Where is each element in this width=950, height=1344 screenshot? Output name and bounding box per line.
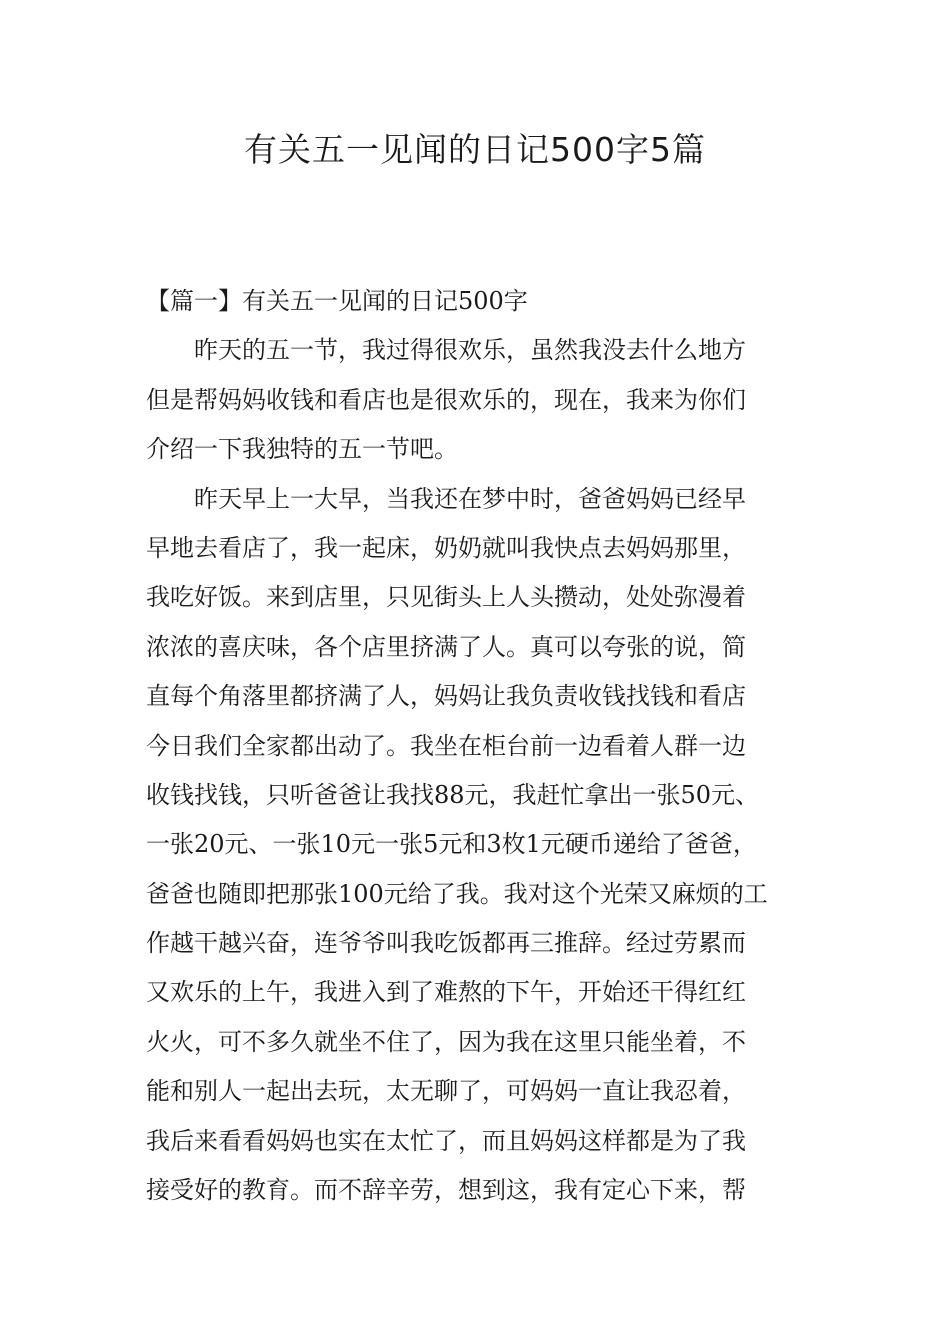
text-line: 浓浓的喜庆味，各个店里挤满了人。真可以夸张的说，简 (146, 632, 746, 661)
text-line: 早地去看店了，我一起床，奶奶就叫我快点去妈妈那里， (146, 533, 746, 562)
document-title: 有关五一见闻的日记500字5篇 (244, 130, 706, 169)
text-line: 一张20元、一张10元一张5元和3枚1元硬币递给了爸爸， (146, 830, 757, 859)
document-body (146, 277, 826, 1215)
section-heading: 【篇一】有关五一见闻的日记500字 (146, 287, 528, 315)
text-line: 火火，可不多久就坐不住了，因为我在这里只能坐着，不 (146, 1027, 746, 1056)
text-line: 直每个角落里都挤满了人，妈妈让我负责收钱找钱和看店 (146, 682, 746, 711)
text-line: 又欢乐的上午，我进入到了难熬的下午，开始还干得红红 (146, 978, 746, 1007)
text-line: 接受好的教育。而不辞辛劳，想到这，我有定心下来，帮 (146, 1176, 746, 1205)
paragraph-1 (146, 326, 826, 474)
text-line: 爸爸也随即把那张100元给了我。我对这个光荣又麻烦的工 (146, 879, 768, 908)
text-line: 作越干越兴奋，连爷爷叫我吃饭都再三推辞。经过劳累而 (146, 929, 746, 958)
paragraph-2 (146, 475, 826, 1216)
text-line: 昨天的五一节，我过得很欢乐，虽然我没去什么地方 (194, 336, 746, 365)
text-line: 但是帮妈妈收钱和看店也是很欢乐的，现在，我来为你们 (146, 385, 746, 414)
text-line: 我后来看看妈妈也实在太忙了，而且妈妈这样都是为了我 (146, 1126, 746, 1155)
text-line: 今日我们全家都出动了。我坐在柜台前一边看着人群一边 (146, 731, 746, 760)
text-line: 介绍一下我独特的五一节吧。 (146, 435, 458, 464)
text-line: 能和别人一起出去玩，太无聊了，可妈妈一直让我忍着， (146, 1077, 746, 1106)
text-line: 昨天早上一大早，当我还在梦中时，爸爸妈妈已经早 (194, 484, 746, 513)
text-line: 收钱找钱，只听爸爸让我找88元，我赶忙拿出一张50元、 (146, 780, 760, 809)
text-line: 我吃好饭。来到店里，只见街头上人头攒动，处处弥漫着 (146, 583, 746, 612)
